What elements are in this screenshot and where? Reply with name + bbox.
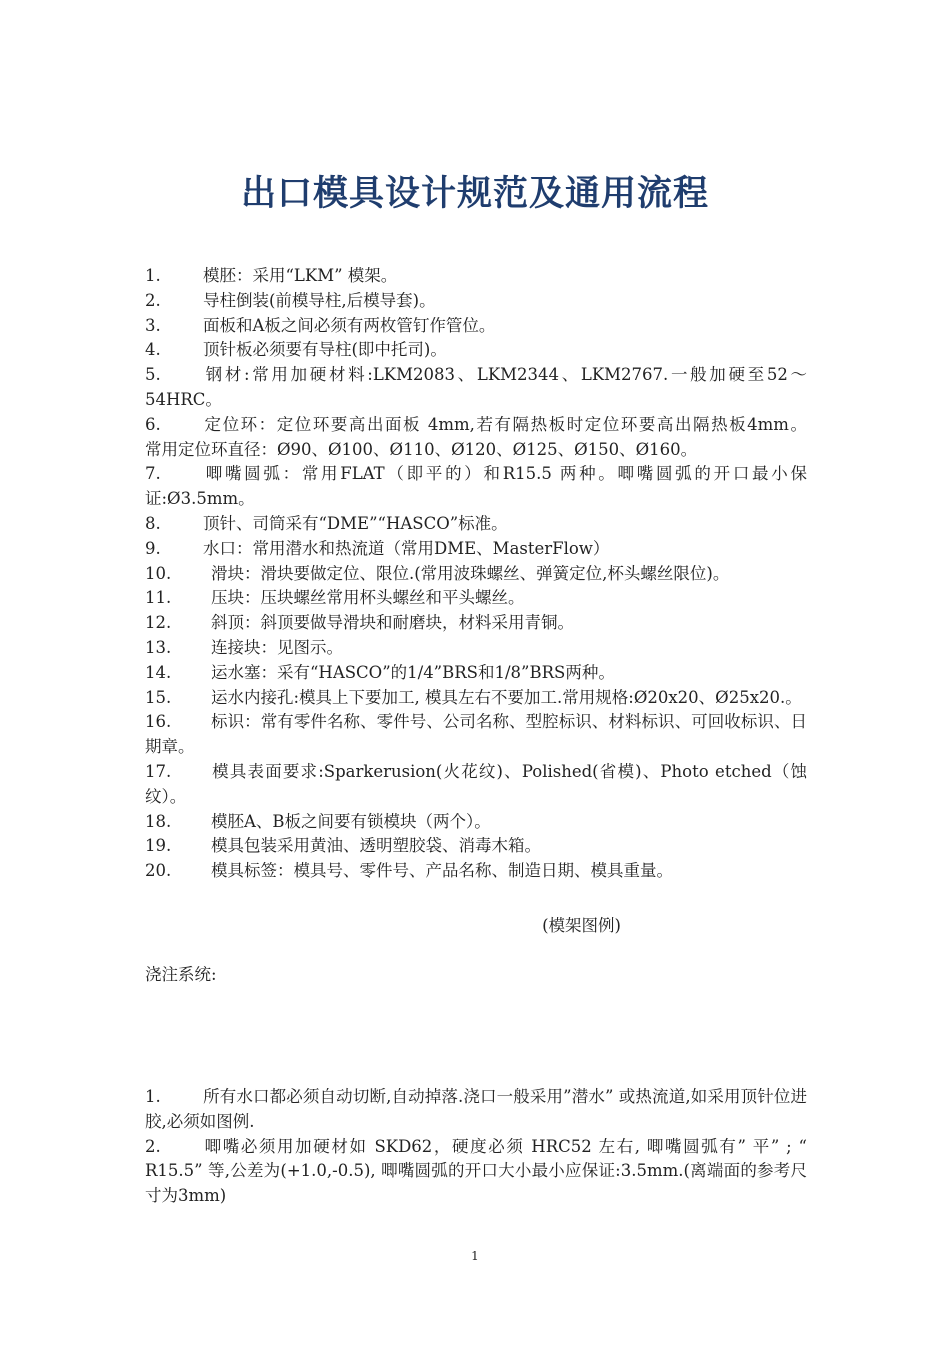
- item-number: 18.: [145, 811, 172, 831]
- list-item: [145, 462, 807, 512]
- list-item: [145, 760, 807, 810]
- list-item: [145, 710, 807, 760]
- list-item: [145, 537, 807, 562]
- list-item: [145, 859, 807, 884]
- item-text: 钢材:常用加硬材料:LKM2083、LKM2344、LKM2767.一般加硬至52～54HRC。: [145, 365, 807, 409]
- item-number: 11.: [145, 588, 172, 608]
- item-text: 顶针、司筒采有“DME”“HASCO”标准。: [203, 513, 508, 533]
- item-text: 压块：压块螺丝常用杯头螺丝和平头螺丝。: [211, 588, 525, 608]
- item-number: 15.: [145, 687, 172, 707]
- item-text: 顶针板必须要有导柱(即中托司)。: [203, 340, 447, 360]
- item-text: 运水塞：采有“HASCO”的1/4”BRS和1/8”BRS两种。: [211, 662, 615, 682]
- item-number: 19.: [145, 836, 172, 856]
- item-number: 7.: [145, 464, 161, 484]
- list-item: [145, 512, 807, 537]
- page-title: 出口模具设计规范及通用流程: [240, 174, 709, 214]
- item-number: 10.: [145, 563, 172, 583]
- list-item: [145, 314, 807, 339]
- item-number: 12.: [145, 613, 172, 633]
- item-text: 连接块：见图示。: [211, 637, 343, 657]
- item-number: 16.: [145, 712, 172, 732]
- item-number: 3.: [145, 315, 161, 335]
- spec-list: [145, 264, 912, 884]
- list-item: [145, 686, 807, 711]
- list-item: [145, 1085, 807, 1135]
- item-text: 导柱倒装(前模导柱,后模导套)。: [203, 290, 436, 310]
- item-text: 模胚：采用“LKM” 模架。: [203, 266, 398, 285]
- item-text: 面板和A板之间必须有两枚管钉作管位。: [203, 315, 496, 335]
- list-item: [145, 1135, 807, 1209]
- section-heading: 浇注系统:: [145, 965, 217, 984]
- item-number: 13.: [145, 637, 172, 657]
- item-number: 20.: [145, 861, 172, 881]
- item-number: 5.: [145, 365, 161, 385]
- list-item: [145, 562, 807, 587]
- item-text: 运水内接孔:模具上下要加工, 模具左右不要加工.常用规格:Ø20x20、Ø25x20.。: [211, 687, 802, 707]
- item-number: 14.: [145, 662, 172, 682]
- list-item: [145, 661, 807, 686]
- item-text: 唧嘴圆弧：常用FLAT（即平的）和R15.5 两种。唧嘴圆弧的开口最小保证:Ø3.5mm。: [145, 464, 807, 509]
- item-text: 水口：常用潜水和热流道（常用DME、MasterFlow）: [203, 538, 610, 558]
- item-text: 唧嘴必须用加硬材如 SKD62，硬度必须 HRC52 左右, 唧嘴圆弧有” 平” ; “ R15.5” 等,公差为(+1.0,-0.5), 唧嘴圆弧的开口大小最小应保证:3.5mm.(离端面的参考尺寸为3mm): [145, 1136, 807, 1206]
- list-item: [145, 586, 807, 611]
- item-number: 2.: [145, 290, 161, 310]
- item-text: 模胚A、B板之间要有锁模块（两个）。: [211, 811, 491, 831]
- list-item: [145, 264, 807, 289]
- list-item: [145, 413, 912, 463]
- item-number: 1.: [145, 1087, 161, 1106]
- list-item: [145, 363, 807, 413]
- figure-caption: (模架图例): [542, 916, 621, 935]
- item-number: 2.: [145, 1136, 161, 1156]
- item-text: 模具包装采用黄油、透明塑胶袋、消毒木箱。: [211, 836, 541, 856]
- list-item: [145, 810, 807, 835]
- list-item: [145, 834, 807, 859]
- item-text: 模具标签：模具号、零件号、产品名称、制造日期、模具重量。: [211, 861, 673, 881]
- pour-system-list: [145, 1085, 807, 1209]
- page-number: 1: [471, 1249, 479, 1263]
- list-item: [145, 289, 807, 314]
- item-number: 6.: [145, 414, 161, 434]
- item-number: 9.: [145, 538, 161, 558]
- item-text: 标识：常有零件名称、零件号、公司名称、型腔标识、材料标识、可回收标识、日期章。: [145, 712, 807, 757]
- item-text: 所有水口都必须自动切断,自动掉落.浇口一般采用”潜水” 或热流道,如采用顶针位进胶,必须如图例.: [145, 1087, 807, 1131]
- item-text: 模具表面要求:Sparkerusion(火花纹)、Polished(省模)、Photo etched（蚀纹）。: [145, 761, 807, 806]
- item-text: 滑块：滑块要做定位、限位.(常用波珠螺丝、弹簧定位,杯头螺丝限位)。: [211, 563, 730, 583]
- list-item: [145, 338, 807, 363]
- item-text: 斜顶：斜顶要做导滑块和耐磨块，材料采用青铜。: [211, 613, 574, 633]
- item-number: 1.: [145, 266, 161, 285]
- item-number: 8.: [145, 513, 161, 533]
- item-number: 4.: [145, 340, 161, 360]
- item-number: 17.: [145, 761, 172, 781]
- list-item: [145, 611, 807, 636]
- item-text: 定位环：定位环要高出面板 4mm,若有隔热板时定位环要高出隔热板4mm。 常用定位环直径：Ø90、Ø100、Ø110、Ø120、Ø125、Ø150、Ø160。: [145, 414, 912, 459]
- list-item: [145, 636, 807, 661]
